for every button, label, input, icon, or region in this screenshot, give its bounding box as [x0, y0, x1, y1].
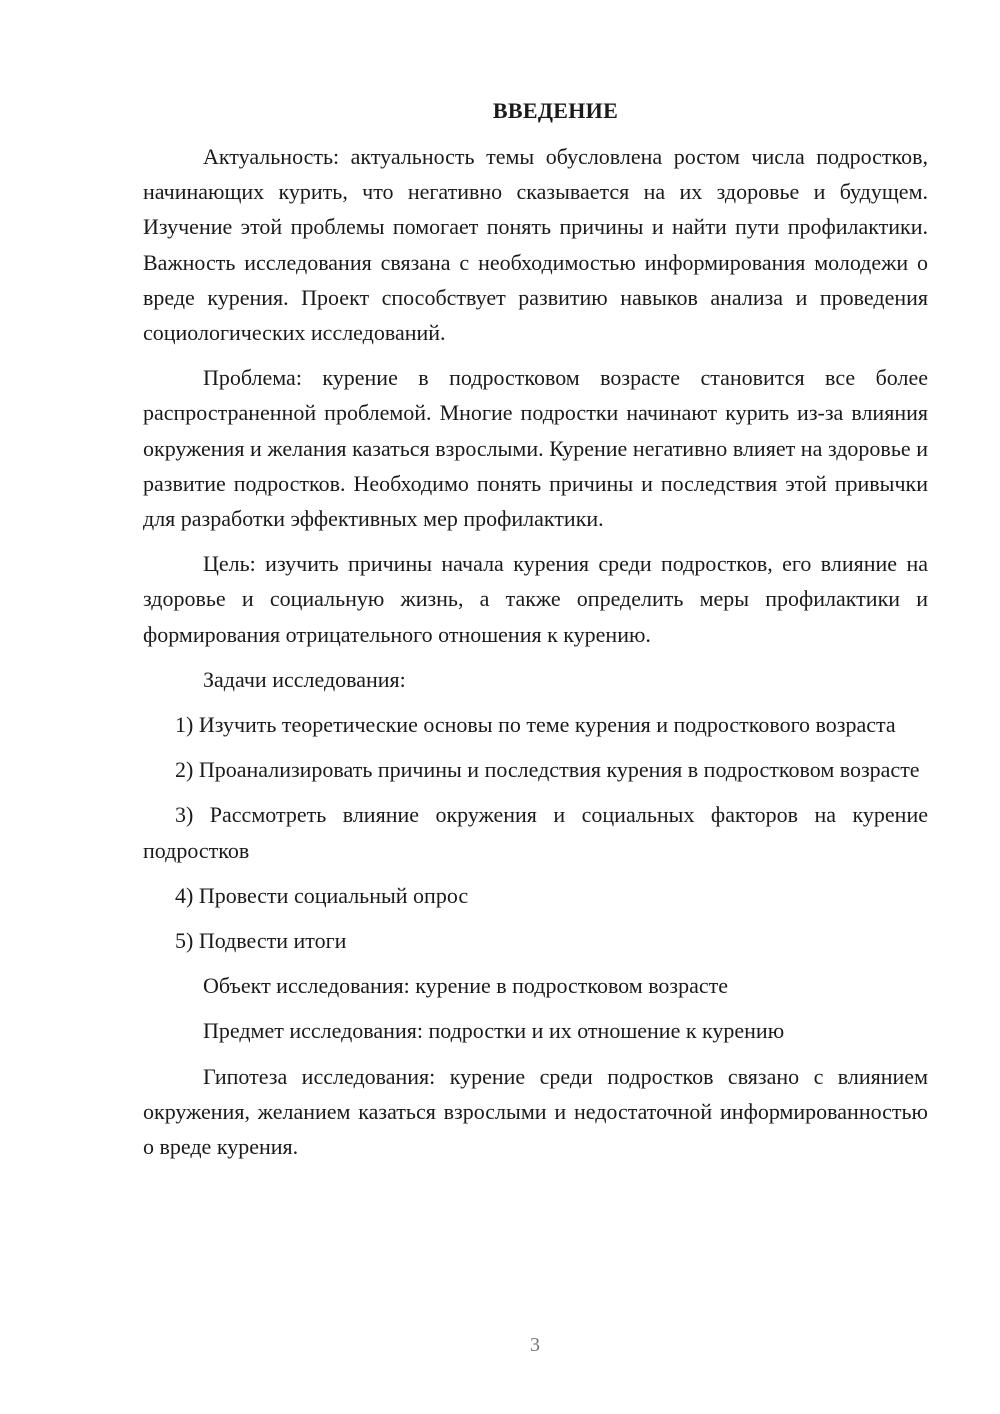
- task-item: 5) Подвести итоги: [175, 928, 347, 954]
- goal-paragraph: Цель: изучить причины начала курения среди подростков, его влияние на здоровье и социальную жизнь, а также определить меры профилактики и формирования отрицательного отношения к курению.: [143, 551, 928, 647]
- page-number: 3: [530, 1334, 540, 1356]
- task-item: 4) Провести социальный опрос: [175, 882, 469, 908]
- tasks-title: Задачи исследования:: [203, 666, 406, 692]
- section-heading: ВВЕДЕНИЕ: [492, 98, 619, 123]
- problem-paragraph: Проблема: курение в подростковом возрасте становится все более распространенной проблемой. Многие подростки начинают курить из-за влияния окружения и желания казаться взрослыми. Курение негативно влияет на здоровье и развитие подростков. Необходимо понять причины и последствия этой привычки для разработки эффективных мер профилактики.: [143, 365, 928, 532]
- task-list: [143, 707, 928, 958]
- task-item: 2) Проанализировать причины и последствия курения в подростковом возрасте: [175, 757, 920, 783]
- task-item: 1) Изучить теоретические основы по теме курения и подросткового возраста: [175, 712, 896, 738]
- task-item: 3) Рассмотреть влияние окружения и социальных факторов на курение подростков: [143, 802, 928, 863]
- relevance-paragraph: Актуальность: актуальность темы обусловлена ростом числа подростков, начинающих курить, что негативно сказывается на их здоровье и будущем. Изучение этой проблемы помогает понять причины и найти пути профилактики. Важность исследования связана с необходимостью информирования молодежи о вреде курения. Проект способствует развитию навыков анализа и проведения социологических исследований.: [143, 144, 928, 346]
- object-paragraph: Объект исследования: курение в подростковом возрасте: [203, 973, 729, 999]
- hypothesis-paragraph: Гипотеза исследования: курение среди подростков связано с влиянием окружения, желанием казаться взрослыми и недостаточной информированностью о вреде курения.: [143, 1063, 928, 1160]
- subject-paragraph: Предмет исследования: подростки и их отношение к курению: [203, 1018, 785, 1044]
